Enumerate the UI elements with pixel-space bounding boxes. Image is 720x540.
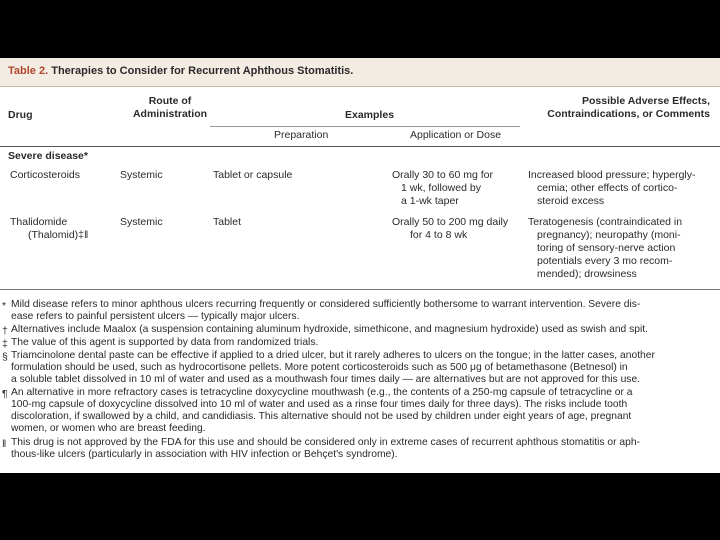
row-1-comments <box>528 169 696 208</box>
footnote-6-line: thous-like ulcers (particularly in association with HIV infection or Behçet's syndrome). <box>11 449 398 460</box>
footnote-mark: * <box>2 300 7 312</box>
footnote-mark: ‖ <box>2 438 7 450</box>
header-adverse <box>530 95 710 121</box>
row-1-comment-line: steroid excess <box>537 195 605 207</box>
footnote-mark: † <box>2 325 8 337</box>
footnote-5-line: discoloration, if swallowed by a child, and candidiasis. This alternative should not be used by children under eight years of age, pregnant <box>11 411 632 422</box>
header-preparation: Preparation <box>274 129 329 141</box>
footnote-5-line: An alternative in more refractory cases is tetracycline doxycycline mouthwash (e.g., the contents of a 250-mg capsule of tetracycline or a <box>11 387 633 398</box>
footnote-4-line: formulation should be used, such as hydrocortisone pellets. More potent corticosteroids such as 500 μg of betamethasone (Betnesol) in <box>11 362 628 373</box>
footnote-mark: ¶ <box>2 388 8 400</box>
row-2-dose-line: for 4 to 8 wk <box>410 229 468 241</box>
row-2-drug-name: Thalidomide <box>10 216 68 228</box>
header-drug: Drug <box>8 109 33 121</box>
footnote-3-line: The value of this agent is supported by data from randomized trials. <box>11 337 319 348</box>
row-1-dose-line: a 1-wk taper <box>401 195 459 207</box>
section-severe-disease: Severe disease* <box>8 150 88 162</box>
table-title-text: Therapies to Consider for Recurrent Aphthous Stomatitis. <box>51 65 354 77</box>
table-title-bar <box>0 58 720 87</box>
slide <box>0 58 720 473</box>
table-bottom-rule <box>0 289 720 290</box>
header-examples: Examples <box>345 109 395 121</box>
row-1-route: Systemic <box>120 169 163 181</box>
footnote-mark: § <box>2 351 8 363</box>
header-application: Application or Dose <box>410 129 502 141</box>
footnote-2-line: Alternatives include Maalox (a suspension containing aluminum hydroxide, simethicone, and magnesium hydroxide) used as swish and spit. <box>11 324 649 335</box>
row-2-dose-line: Orally 50 to 200 mg daily <box>392 216 509 228</box>
row-2-comment-line: toring of sensory-nerve action <box>537 242 676 254</box>
footnote-1-line: ease refers to painful persistent ulcers — typically major ulcers. <box>11 311 300 322</box>
row-2-comment-line: pregnancy); neuropathy (moni- <box>537 229 681 241</box>
row-2-drug <box>10 216 88 242</box>
header-route <box>125 95 215 121</box>
row-2-dose <box>392 216 508 242</box>
row-1-dose <box>392 169 493 208</box>
row-1-comment-line: cemia; other effects of cortico- <box>537 182 678 194</box>
header-adverse-line1: Possible Adverse Effects, <box>582 95 710 107</box>
header-bottom-rule <box>0 146 720 147</box>
footnote-1-line: Mild disease refers to minor aphthous ulcers recurring frequently or considered sufficiently bothersome to warrant intervention. Severe dis- <box>11 299 641 310</box>
table-title <box>8 65 353 77</box>
table-label: Table 2. <box>8 65 49 77</box>
footnote-4-line: Triamcinolone dental paste can be effective if applied to a dried ulcer, but it rarely adheres to ulcers on the tongue; in the latter cases, another <box>11 350 655 361</box>
header-route-line2: Administration <box>132 108 208 120</box>
header-adverse-line2: Contraindications, or Comments <box>547 108 710 120</box>
row-2-comments <box>528 216 682 281</box>
footnote-5-line: women, or women who are breast feeding. <box>11 423 206 434</box>
row-1-drug-name: Corticosteroids <box>10 169 81 181</box>
row-2-comment-line: Teratogenesis (contraindicated in <box>528 216 683 228</box>
row-2-preparation: Tablet <box>213 216 242 228</box>
row-1-preparation: Tablet or capsule <box>213 169 293 181</box>
footnote-6-line: This drug is not approved by the FDA for this use and should be considered only in extreme cases of recurrent aphthous stomatitis or aph- <box>11 437 641 448</box>
row-2-drug-brand: (Thalomid)‡‖ <box>28 229 89 241</box>
row-2-route: Systemic <box>120 216 163 228</box>
row-1-drug <box>10 169 80 182</box>
row-1-dose-line: Orally 30 to 60 mg for <box>392 169 493 181</box>
footnote-4-line: a soluble tablet dissolved in 10 ml of water and used as a mouthwash four times daily — are alternatives but are not approved for this use. <box>11 374 641 385</box>
row-2-comment-line: potentials every 3 mo recom- <box>537 255 673 267</box>
examples-divider <box>210 126 520 127</box>
header-route-line1: Route of <box>148 95 192 107</box>
row-2-comment-line: mended); drowsiness <box>537 268 637 280</box>
footnote-mark: ‡ <box>2 338 8 350</box>
row-1-comment-line: Increased blood pressure; hypergly- <box>528 169 696 181</box>
row-1-dose-line: 1 wk, followed by <box>401 182 481 194</box>
footnote-5-line: 100-mg capsule of doxycycline dissolved into 10 ml of water and used as a rinse four times daily for three days). The risks include tooth <box>11 399 628 410</box>
